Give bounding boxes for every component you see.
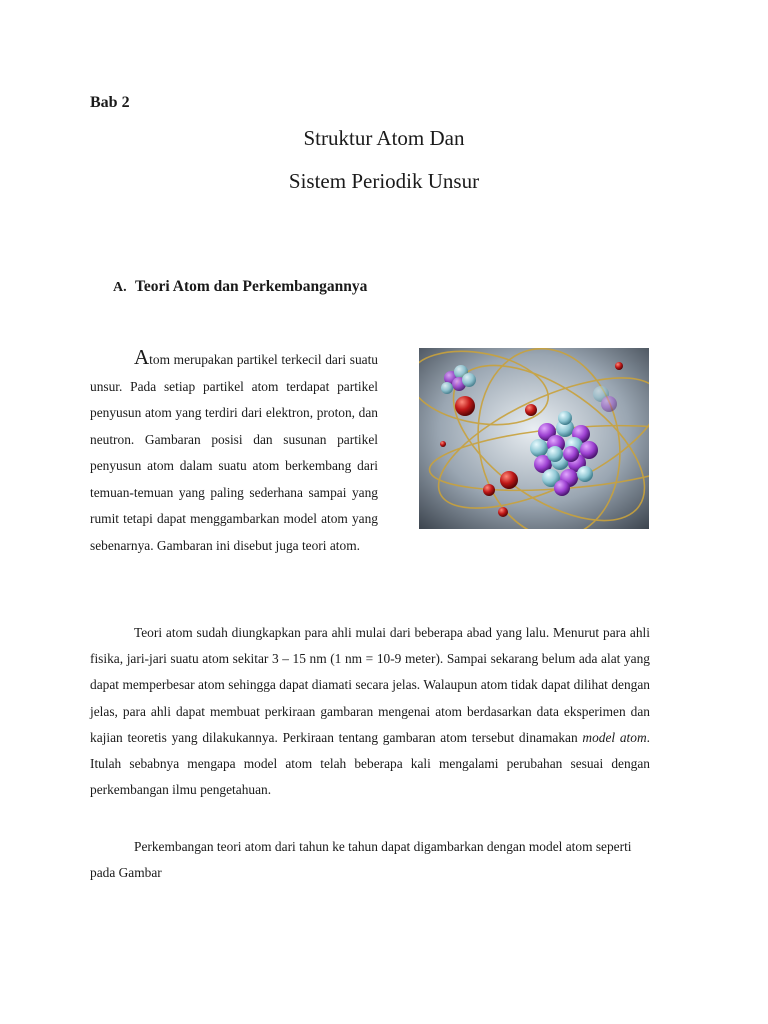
section-heading xyxy=(113,278,367,296)
atom-illustration xyxy=(419,348,649,529)
history-paragraph xyxy=(90,620,650,803)
drop-cap: A xyxy=(134,345,150,369)
history-paragraph-end: . Itulah sebabnya mengapa model atom telah beberapa kali mengalami perubahan sesuai dengan perkembangan ilmu pengetahuan. xyxy=(90,729,651,798)
development-paragraph: Perkembangan teori atom dari tahun ke tahun dapat digambarkan dengan model atom seperti pada Gambar xyxy=(90,839,632,881)
intro-paragraph xyxy=(90,344,378,559)
section-letter: A. xyxy=(113,280,127,295)
history-paragraph-text: Teori atom sudah diungkapkan para ahli mulai dari beberapa abad yang lalu. Menurut para ahli fisika, jari-jari suatu atom sekitar 3 – 15 nm (1 nm = 10-9 meter). Sampai sekarang belum ada alat yang dapat memperbesar atom sehingga dapat diamati secara jelas. Walaupun atom tidak dapat dilihat dengan jelas, para ahli dapat membuat perkiraan gambaran mengenai atom berdasarkan data eksperimen dan kajian teoretis yang dilakukannya. Perkiraan tentang gambaran atom tersebut dinamakan xyxy=(90,625,650,745)
chapter-label: Bab 2 xyxy=(90,94,130,111)
chapter-title-line-1: Struktur Atom Dan xyxy=(303,126,465,150)
chapter-title-line-2: Sistem Periodik Unsur xyxy=(288,169,480,193)
section-heading-text: Teori Atom dan Perkembangannya xyxy=(135,278,368,295)
intro-paragraph-text: tom merupakan partikel terkecil dari suatu unsur. Pada setiap partikel atom terdapat partikel penyusun atom yang terdiri dari elektron, proton, dan neutron. Gambaran posisi dan susunan partikel penyusun atom dalam suatu atom berkembang dari temuan-temuan yang paling sederhana sampai yang rumit tetapi dapat menggambarkan model atom yang sebenarnya. Gambaran ini disebut juga teori atom. xyxy=(90,352,378,553)
model-atom-emphasis: model atom xyxy=(582,729,647,745)
